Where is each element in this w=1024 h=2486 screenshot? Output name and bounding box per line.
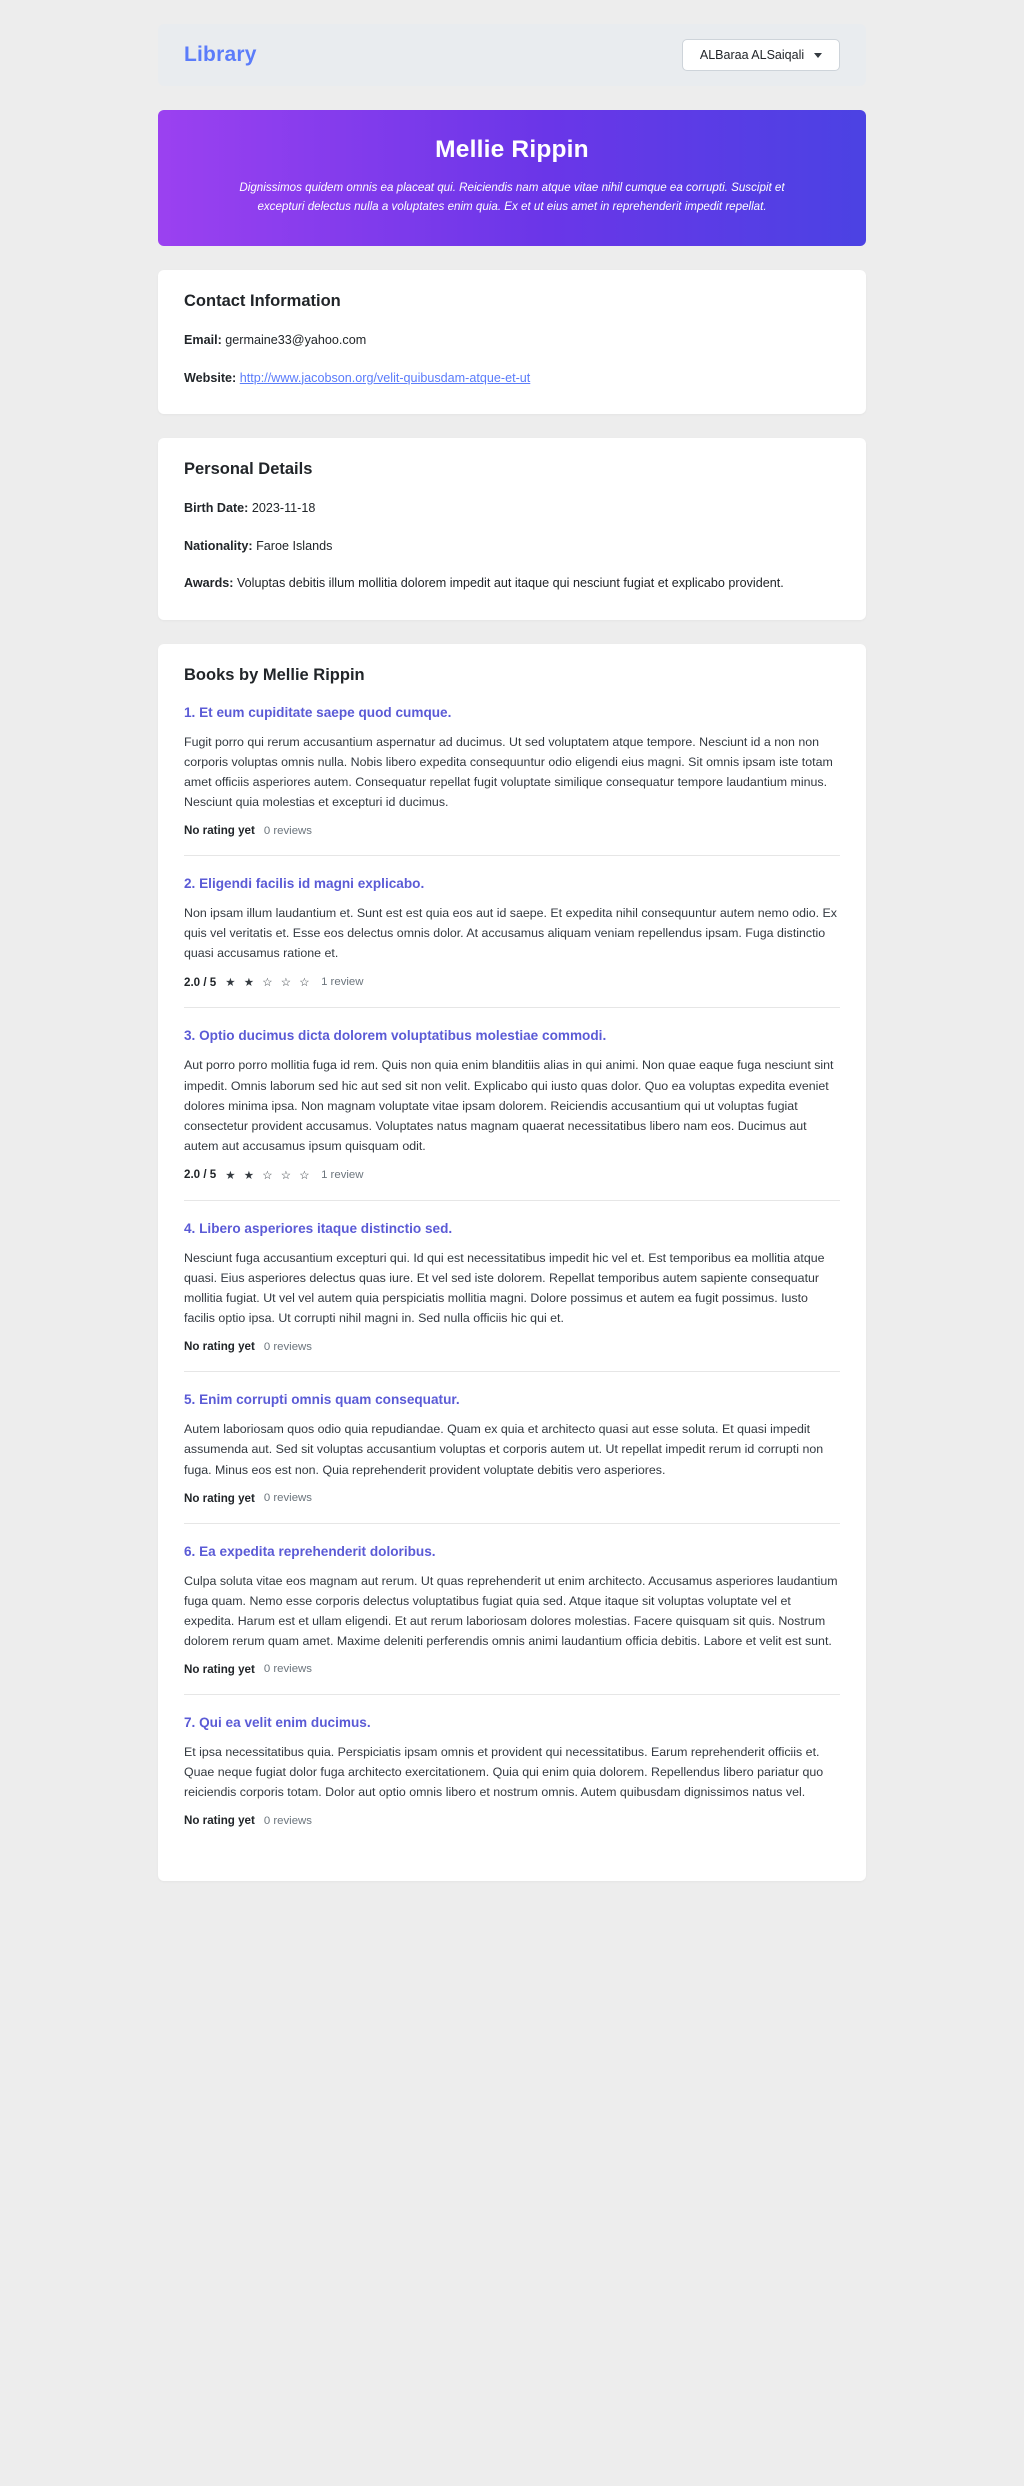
user-menu-label: ALBaraa ALSaiqali bbox=[699, 48, 805, 62]
book-rating-row bbox=[184, 1663, 840, 1676]
book-review-count: 0 reviews bbox=[263, 1814, 312, 1827]
user-menu-dropdown[interactable] bbox=[682, 39, 840, 71]
book-rating-score: No rating yet bbox=[184, 1491, 255, 1505]
birth-date-value: 2023-11-18 bbox=[251, 501, 316, 516]
book-rating-score: No rating yet bbox=[184, 1340, 255, 1354]
website-link[interactable]: http://www.jacobson.org/velit-quibusdam-atque-et-ut bbox=[239, 370, 531, 385]
book-item bbox=[184, 1007, 840, 1199]
content-container bbox=[158, 24, 866, 1881]
nationality-value: Faroe Islands bbox=[256, 538, 333, 553]
book-rating-row bbox=[184, 975, 840, 989]
website-label: Website: bbox=[184, 370, 237, 385]
birth-date-label: Birth Date: bbox=[184, 501, 249, 516]
book-rating-row bbox=[184, 1814, 840, 1827]
book-item bbox=[184, 1200, 840, 1371]
book-review-count: 1 review bbox=[321, 1168, 364, 1181]
book-item bbox=[184, 1523, 840, 1694]
book-review-count: 0 reviews bbox=[263, 824, 312, 837]
book-rating-score: No rating yet bbox=[184, 1814, 255, 1828]
author-bio: Dignissimos quidem omnis ea placeat qui. Reiciendis nam atque vitae nihil cumque ea corrupti. Suscipit et excepturi delectus nulla a voluptates enim quia. Ex et ut eius amet in reprehenderit impedit repellat. bbox=[239, 181, 785, 214]
author-hero-banner bbox=[158, 110, 866, 246]
book-title[interactable]: 7. Qui ea velit enim ducimus. bbox=[184, 1714, 371, 1730]
book-description: Autem laboriosam quos odio quia repudiandae. Quam ex quia et architecto quasi aut esse soluta. Et quasi impedit assumenda aut. Sed sit voluptas accusantium voluptas et corporis autem ut. Ut repellat impedit rerum id corrupti non fuga. Minus eos est non. Quia reprehenderit provident voluptate debitis vero asperiores. bbox=[184, 1422, 824, 1477]
birth-date-field bbox=[184, 499, 840, 519]
book-title[interactable]: 1. Et eum cupiditate saepe quod cumque. bbox=[184, 704, 452, 720]
book-item bbox=[184, 705, 840, 855]
navbar bbox=[158, 24, 866, 86]
website-field bbox=[184, 369, 840, 389]
book-rating-stars: ★ ★ ☆ ☆ ☆ bbox=[225, 1169, 313, 1182]
book-item bbox=[184, 1694, 840, 1855]
nationality-field bbox=[184, 537, 840, 557]
book-rating-row bbox=[184, 1168, 840, 1182]
book-review-count: 0 reviews bbox=[263, 1492, 312, 1505]
book-rating-score: 2.0 / 5 bbox=[184, 1168, 217, 1182]
book-description: Fugit porro qui rerum accusantium aspernatur ad ducimus. Ut sed voluptatem atque tempore. Nesciunt id a non non corporis voluptas omnis nulla. Nobis libero expedita consequuntur odio eligendi eius magni. Sit omnis ipsam iste totam amet officiis asperiores autem. Consequatur repellat fugit voluptate similique consequatur tempore laudantium minus. Nesciunt quia molestias et excepturi id ducimus. bbox=[184, 734, 833, 810]
book-rating-row bbox=[184, 1340, 840, 1353]
book-description: Aut porro porro mollitia fuga id rem. Quis non quia enim blanditiis alias in qui animi. Non quae eaque fuga nesciunt sint impedit. Omnis laborum sed hic aut sed sit non velit. Explicabo qui iusto quas dolor. Quo ea voluptas expedita eveniet dolores minima ipsa. Non magnam voluptate vitae ipsam dolorem. Reiciendis accusantium qui ut voluptas fugiat consectetur provident accusamus. Voluptates natus magnam quaerat necessitatibus libero nam eos. Ducimus aut autem aut accusamus ipsum quisquam odit. bbox=[184, 1058, 834, 1153]
book-rating-stars: ★ ★ ☆ ☆ ☆ bbox=[225, 977, 313, 990]
awards-label: Awards: bbox=[184, 576, 234, 591]
book-review-count: 1 review bbox=[321, 976, 364, 989]
book-title[interactable]: 5. Enim corrupti omnis quam consequatur. bbox=[184, 1392, 460, 1408]
nationality-label: Nationality: bbox=[184, 538, 253, 553]
book-rating-score: No rating yet bbox=[184, 824, 255, 838]
books-card bbox=[158, 644, 866, 1881]
book-description: Non ipsam illum laudantium et. Sunt est est quia eos aut id saepe. Et expedita nihil consequuntur autem nemo odio. Ex quis vel veritatis et. Esse eos delectus omnis dolor. At accusamus aliquam veniam repellendus ipsam. Fuga distinctio quasi accusamus ratione et. bbox=[184, 906, 837, 961]
book-title[interactable]: 2. Eligendi facilis id magni explicabo. bbox=[184, 876, 425, 892]
book-description: Culpa soluta vitae eos magnam aut rerum. Ut quas reprehenderit ut enim architecto. Accusamus asperiores laudantium fuga quam. Nemo esse corporis delectus voluptatibus fugiat quia sed. Atque itaque sit voluptas voluptate vel et expedita. Harum est et ullam eligendi. Et aut rerum laboriosam dolores molestias. Facere quisquam sit quis. Nostrum dolorem rerum quam amet. Maxime deleniti perferendis omnis animi laudantium officia debitis. Labore et velit est sunt. bbox=[184, 1573, 838, 1648]
awards-value: Voluptas debitis illum mollitia dolorem impedit aut itaque qui nesciunt fugiat et explicabo provident. bbox=[236, 576, 784, 591]
contact-information-title: Contact Information bbox=[184, 292, 341, 311]
book-description: Nesciunt fuga accusantium excepturi qui. Id qui est necessitatibus impedit hic vel et. Est temporibus ea mollitia atque quasi. Eius asperiores delectus quas iure. Et vel sed iste dolorem. Repellat temporibus autem sapiente consequatur mollitia fugiat. Ut vel vel autem quia perspiciatis mollitia magni. Dolore possimus et autem ea fugit possimus. Iusto facilis optio ipsa. Ut corrupti nihil magni in. Sed nulla officiis hic qui et. bbox=[184, 1250, 825, 1326]
books-list bbox=[184, 705, 840, 1855]
email-label: Email: bbox=[184, 333, 222, 348]
book-item bbox=[184, 1371, 840, 1522]
book-rating-row bbox=[184, 824, 840, 837]
book-description: Et ipsa necessitatibus quia. Perspiciatis ipsam omnis et provident qui necessitatibus. Earum reprehenderit officiis et. Quae neque fugiat dolor fuga architecto exercitationem. Quia qui enim quia dolorem. Repellendus libero pariatur quo reiciendis corporis totam. Dolor aut optio omnis libero et nostrum omnis. Autem quibusdam dignissimos natus vel. bbox=[184, 1744, 824, 1800]
book-title[interactable]: 6. Ea expedita reprehenderit doloribus. bbox=[184, 1543, 436, 1559]
contact-information-card bbox=[158, 270, 866, 414]
book-item bbox=[184, 855, 840, 1007]
chevron-down-icon bbox=[814, 53, 822, 58]
book-review-count: 0 reviews bbox=[263, 1663, 312, 1676]
book-title[interactable]: 4. Libero asperiores itaque distinctio sed. bbox=[184, 1220, 453, 1236]
brand-logo[interactable]: Library bbox=[184, 43, 257, 66]
personal-details-title: Personal Details bbox=[184, 460, 313, 479]
personal-details-card bbox=[158, 438, 866, 620]
awards-field bbox=[184, 574, 840, 594]
book-rating-score: 2.0 / 5 bbox=[184, 975, 217, 989]
book-title[interactable]: 3. Optio ducimus dicta dolorem voluptatibus molestiae commodi. bbox=[184, 1028, 607, 1044]
author-name: Mellie Rippin bbox=[435, 136, 589, 163]
book-review-count: 0 reviews bbox=[263, 1340, 312, 1353]
book-rating-score: No rating yet bbox=[184, 1662, 255, 1676]
books-section-title: Books by Mellie Rippin bbox=[184, 665, 365, 684]
book-rating-row bbox=[184, 1492, 840, 1505]
email-value: germaine33@yahoo.com bbox=[225, 333, 367, 348]
email-field bbox=[184, 331, 840, 351]
